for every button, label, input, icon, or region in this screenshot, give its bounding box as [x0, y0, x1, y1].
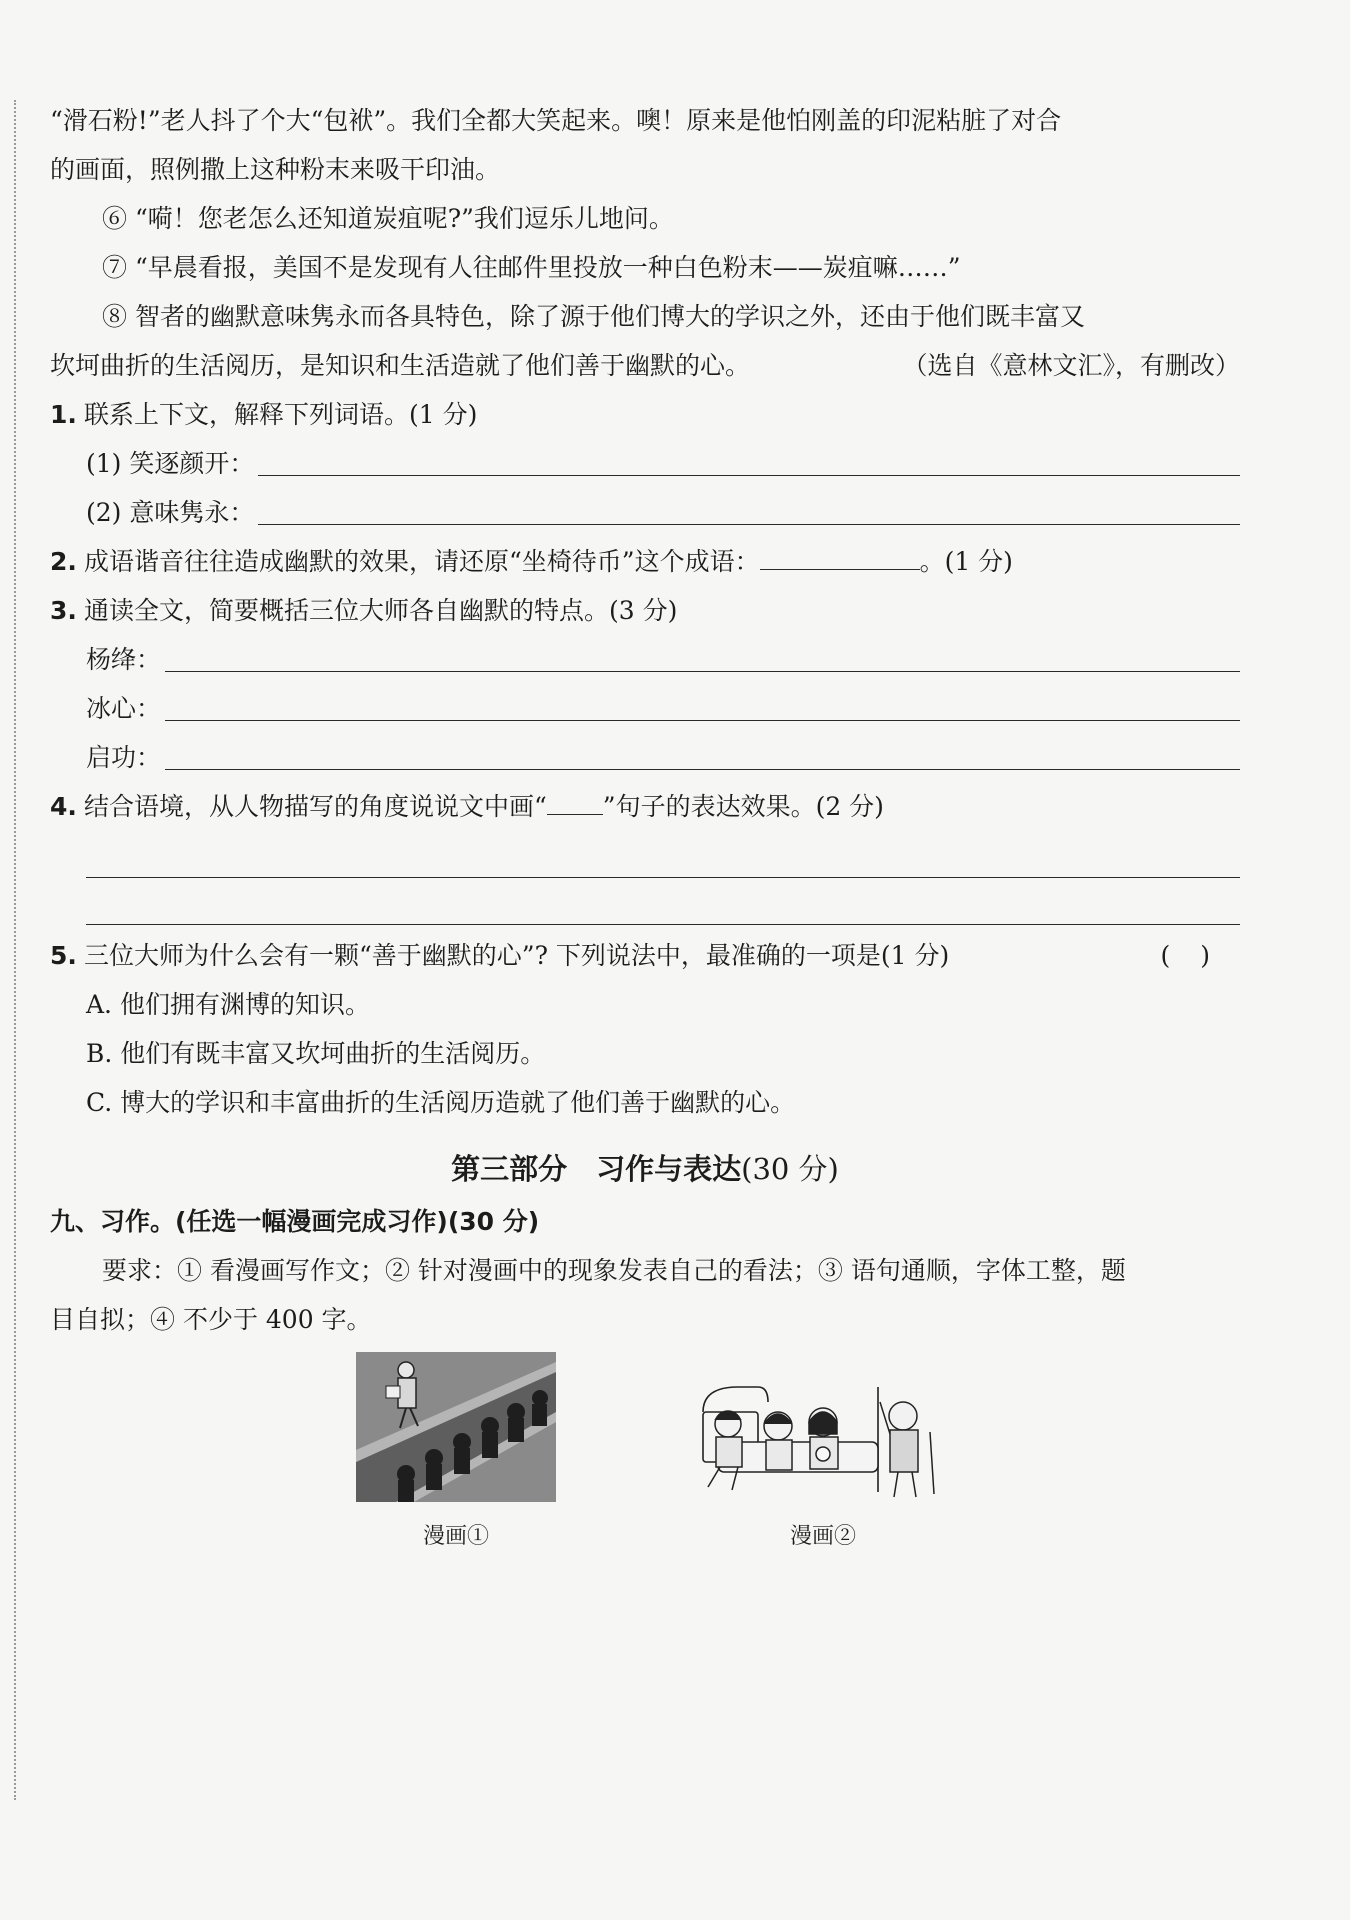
answer-label: (2) 意味隽永：	[86, 498, 255, 527]
question-text: 成语谐音往往造成幽默的效果，请还原“坐椅待币”这个成语：	[84, 547, 760, 576]
question-text: 结合语境，从人物描写的角度说说文中画“	[84, 792, 547, 821]
question-5	[50, 931, 1240, 980]
q1-item-2	[50, 488, 1240, 537]
answer-line[interactable]	[86, 878, 1240, 925]
answer-label: 杨绛：	[86, 645, 162, 674]
passage-last-line: 坎坷曲折的生活阅历，是知识和生活造就了他们善于幽默的心。	[50, 351, 751, 380]
binding-dotted-line	[14, 100, 16, 1800]
comic-2-image	[698, 1382, 948, 1502]
question-number: 3.	[50, 596, 77, 625]
passage-line: “滑石粉!”老人抖了个大“包袱”。我们全都大笑起来。噢！原来是他怕刚盖的印泥粘脏了对合	[50, 106, 1062, 135]
q3-item-qigong	[50, 733, 1240, 782]
answer-line[interactable]	[258, 475, 1240, 476]
page-content	[50, 96, 1240, 1582]
task-title: 九、习作。(任选一幅漫画完成习作)(30 分)	[50, 1207, 540, 1236]
passage-paragraph-7: ⑦ “早晨看报，美国不是发现有人往邮件里投放一种白色粉末——炭疽嘛……”	[102, 253, 961, 282]
answer-line[interactable]	[86, 831, 1240, 878]
question-1	[50, 390, 1240, 439]
comic-2	[698, 1382, 948, 1552]
answer-label: 冰心：	[86, 694, 162, 723]
comic-2-caption: 漫画②	[789, 1524, 856, 1549]
answer-line[interactable]	[258, 524, 1240, 525]
passage-line: 的画面，照例撒上这种粉末来吸干印油。	[50, 155, 501, 184]
answer-line[interactable]	[165, 671, 1240, 672]
answer-blank[interactable]	[760, 549, 920, 570]
question-number: 1.	[50, 400, 77, 429]
passage-paragraph-6: ⑥ “嗬！您老怎么还知道炭疽呢?”我们逗乐儿地问。	[102, 204, 674, 233]
question-score: 。(1 分)	[919, 547, 1013, 576]
question-text: 联系上下文，解释下列词语。(1 分)	[84, 400, 478, 429]
option-a: A. 他们拥有渊博的知识。	[86, 990, 370, 1019]
section-title-text: 第三部分 习作与表达	[451, 1152, 742, 1186]
answer-label: 启功：	[86, 743, 162, 772]
comic-1	[356, 1352, 556, 1552]
answer-label: (1) 笑逐颜开：	[86, 449, 255, 478]
section-title	[50, 1141, 1240, 1197]
question-4	[50, 782, 1240, 831]
question-3	[50, 586, 1240, 635]
answer-parentheses[interactable]: ()	[1160, 941, 1240, 970]
question-number: 5.	[50, 941, 77, 970]
option-c: C. 博大的学识和丰富曲折的生活阅历造就了他们善于幽默的心。	[86, 1088, 796, 1117]
task-requirements-cont: 目自拟；④ 不少于 400 字。	[50, 1305, 372, 1334]
q3-item-bingxin	[50, 684, 1240, 733]
passage-source: （选自《意林文汇》，有删改）	[902, 351, 1240, 380]
task-requirements: 要求：① 看漫画写作文；② 针对漫画中的现象发表自己的看法；③ 语句通顺，字体工整，题	[102, 1256, 1126, 1285]
section-score: (30 分)	[741, 1152, 839, 1186]
answer-line[interactable]	[165, 769, 1240, 770]
comic-figures	[50, 1352, 1240, 1582]
option-b: B. 他们有既丰富又坎坷曲折的生活阅历。	[86, 1039, 546, 1068]
passage-line	[50, 341, 1240, 390]
q1-item-1	[50, 439, 1240, 488]
underline-mark	[547, 794, 603, 815]
question-text-end: ”句子的表达效果。(2 分)	[602, 792, 884, 821]
comic-1-caption: 漫画①	[422, 1524, 489, 1549]
question-number: 2.	[50, 547, 77, 576]
passage-paragraph-8: ⑧ 智者的幽默意味隽永而各具特色，除了源于他们博大的学识之外，还由于他们既丰富又	[102, 302, 1085, 331]
question-text: 三位大师为什么会有一颗“善于幽默的心”? 下列说法中，最准确的一项是(1 分)	[84, 941, 950, 970]
question-2	[50, 537, 1240, 586]
answer-line[interactable]	[165, 720, 1240, 721]
question-number: 4.	[50, 792, 77, 821]
comic-1-image	[356, 1352, 556, 1502]
q3-item-yangjiang	[50, 635, 1240, 684]
question-text: 通读全文，简要概括三位大师各自幽默的特点。(3 分)	[84, 596, 678, 625]
